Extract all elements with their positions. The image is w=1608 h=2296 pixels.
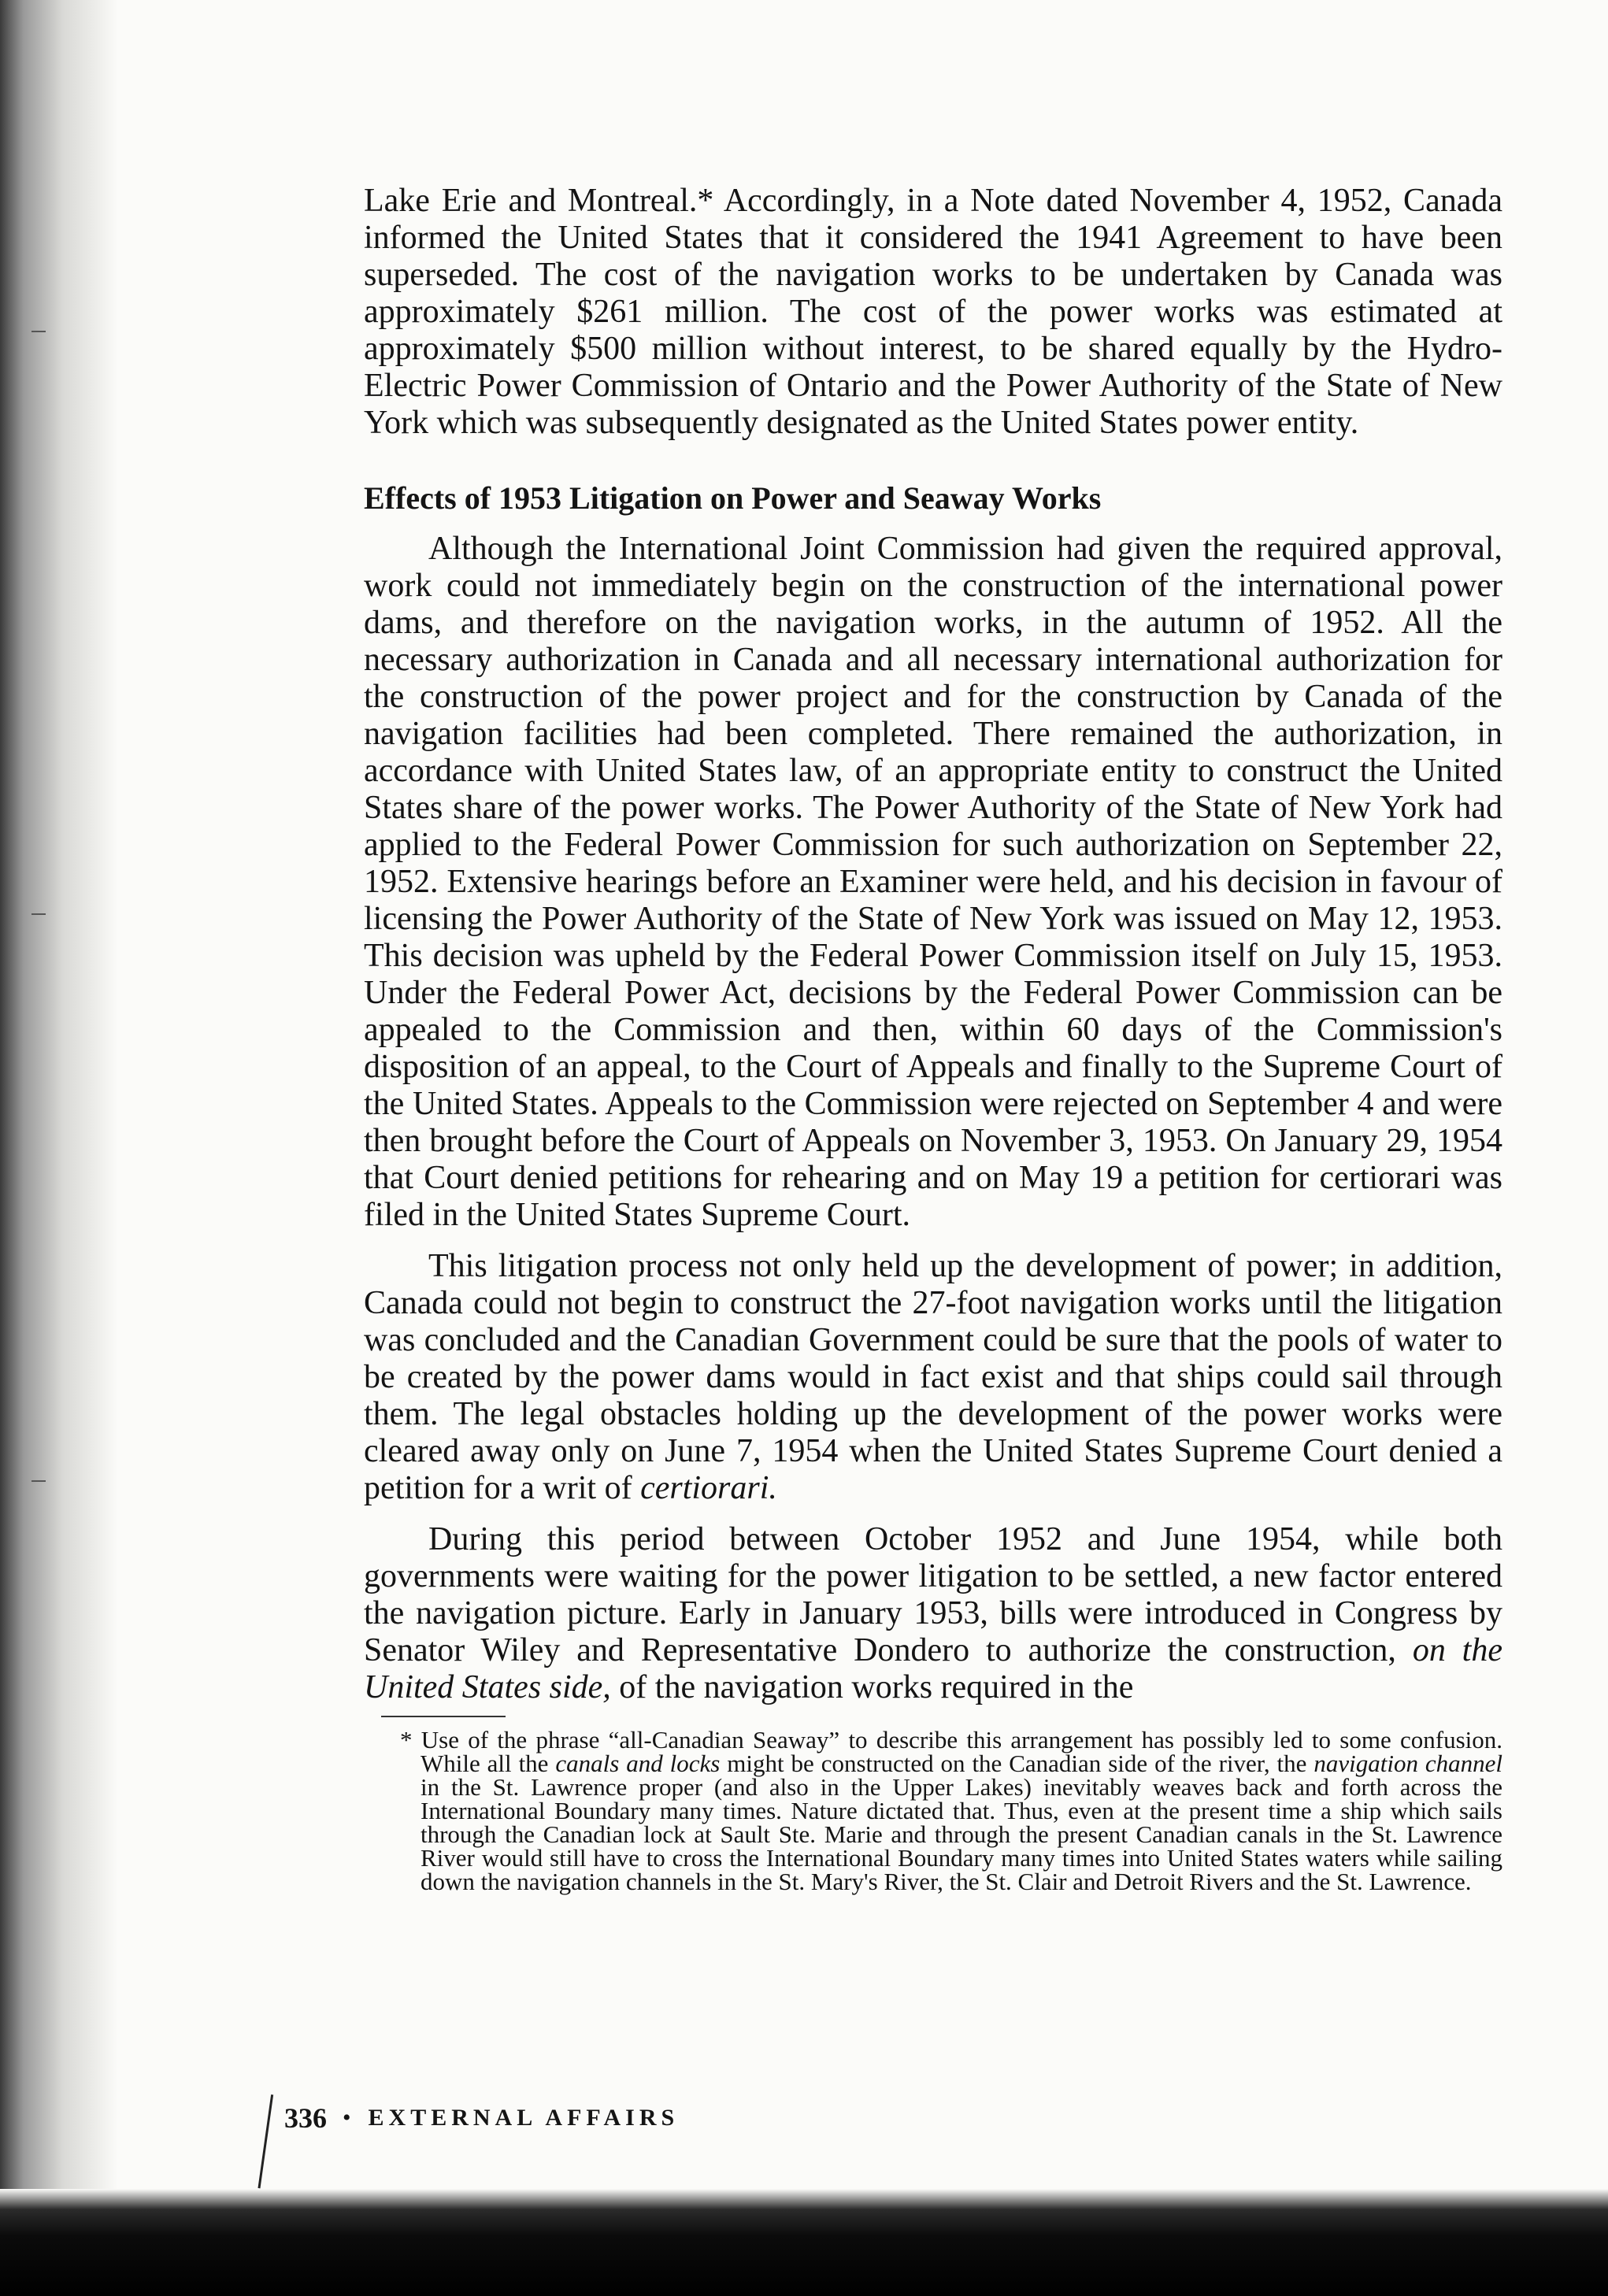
footnote-text-1: Use of the phrase “all-Canadian Seaway” to describe this arrangement has possibly led to some confusion. While all the — [421, 1726, 1502, 1777]
footnote-text-2: might be constructed on the Canadian side of the river, the — [727, 1750, 1307, 1777]
page-body — [364, 183, 1502, 1894]
scan-artifact-mark — [31, 331, 46, 332]
paragraph-3 — [364, 1248, 1502, 1507]
paragraph-3-italic: certiorari. — [640, 1470, 777, 1506]
page-number: 336 — [284, 2102, 327, 2134]
section-heading: Effects of 1953 Litigation on Power and Seaway Works — [364, 480, 1102, 516]
running-head: EXTERNAL AFFAIRS — [368, 2105, 680, 2131]
footnote-italic-2: navigation channel — [1313, 1750, 1503, 1777]
scan-binding-edge — [0, 0, 118, 2296]
footnote — [364, 1728, 1502, 1894]
paragraph-3-text: This litigation process not only held up the development of power; in addition, Canada could not begin to construct the 27-foot navigation works until the litigation was concluded and the Canadian Government could be sure that the pools of water to be created by the power dams would in fact exist and that ships could sail through them. The legal obstacles holding up the development of the power works were cleared away only on June 7, 1954 when the United States Supreme Court denied a petition for a writ of — [364, 1248, 1502, 1506]
paragraph-4 — [364, 1521, 1502, 1706]
paragraph-1: Lake Erie and Montreal.* Accordingly, in a Note dated November 4, 1952, Canada informed the United States that it considered the 1941 Agreement to have been superseded. The cost of the navigation works to be undertaken by Canada was approximately $261 million. The cost of the power works was estimated at approximately $500 million without interest, to be shared equally by the Hydro-Electric Power Commission of Ontario and the Power Authority of the State of New York which was subsequently designated as the United States power entity. — [364, 183, 1502, 441]
paragraph-4-text-end: of the navigation works required in the — [619, 1669, 1134, 1705]
footer-bracket-mark — [258, 2094, 273, 2188]
footnote-text-3: in the St. Lawrence proper (and also in the Upper Lakes) inevitably weaves back and forth across the International Boundary many times. Nature dictated that. Thus, even at the present time a ship which sails through the Canadian lock at Sault Ste. Marie and through the present Canadian canals in the St. Lawrence River would still have to cross the International Boundary many times into United States waters while sailing down the navigation channels in the St. Mary's River, the St. Clair and Detroit Rivers and the St. Lawrence. — [421, 1773, 1502, 1895]
footer-bullet: • — [343, 2105, 351, 2131]
paragraph-4-text-start: During this period between October 1952 and June 1954, while both governments were waiting for the power litigation to be settled, a new factor entered the navigation picture. Early in January 1953, bills were introduced in Congress by Senator Wiley and Representative Dondero to authorize the construction, — [364, 1521, 1502, 1668]
footnote-marker: * — [400, 1726, 413, 1753]
paragraph-4-italic: on the United States side, — [364, 1632, 1502, 1705]
footnote-italic-1: canals and locks — [555, 1750, 721, 1777]
footnote-divider — [381, 1716, 506, 1717]
scan-artifact-mark — [31, 913, 46, 915]
page-footer — [268, 2094, 679, 2142]
scan-bottom-shadow — [0, 2189, 1608, 2296]
paragraph-2: Although the International Joint Commission had given the required approval, work could not immediately begin on the construction of the international power dams, and therefore on the navigation works, in the autumn of 1952. All the necessary authorization in Canada and all necessary international authorization for the construction of the power project and for the construction by Canada of the navigation facilities had been completed. There remained the authorization, in accordance with United States law, of an appropriate entity to construct the United States share of the power works. The Power Authority of the State of New York had applied to the Federal Power Commission for such authorization on September 22, 1952. Extensive hearings before an Examiner were held, and his decision in favour of licensing the Power Authority of the State of New York was issued on May 12, 1953. This decision was upheld by the Federal Power Commission itself on July 15, 1953. Under the Federal Power Act, decisions by the Federal Power Commission can be appealed to the Commission and then, within 60 days of the Commission's disposition of an appeal, to the Court of Appeals and finally to the Supreme Court of the United States. Appeals to the Commission were rejected on September 4 and were then brought before the Court of Appeals on November 3, 1953. On January 29, 1954 that Court denied petitions for rehearing and on May 19 a petition for certiorari was filed in the United States Supreme Court. — [364, 531, 1502, 1233]
scan-artifact-mark — [31, 1480, 46, 1482]
